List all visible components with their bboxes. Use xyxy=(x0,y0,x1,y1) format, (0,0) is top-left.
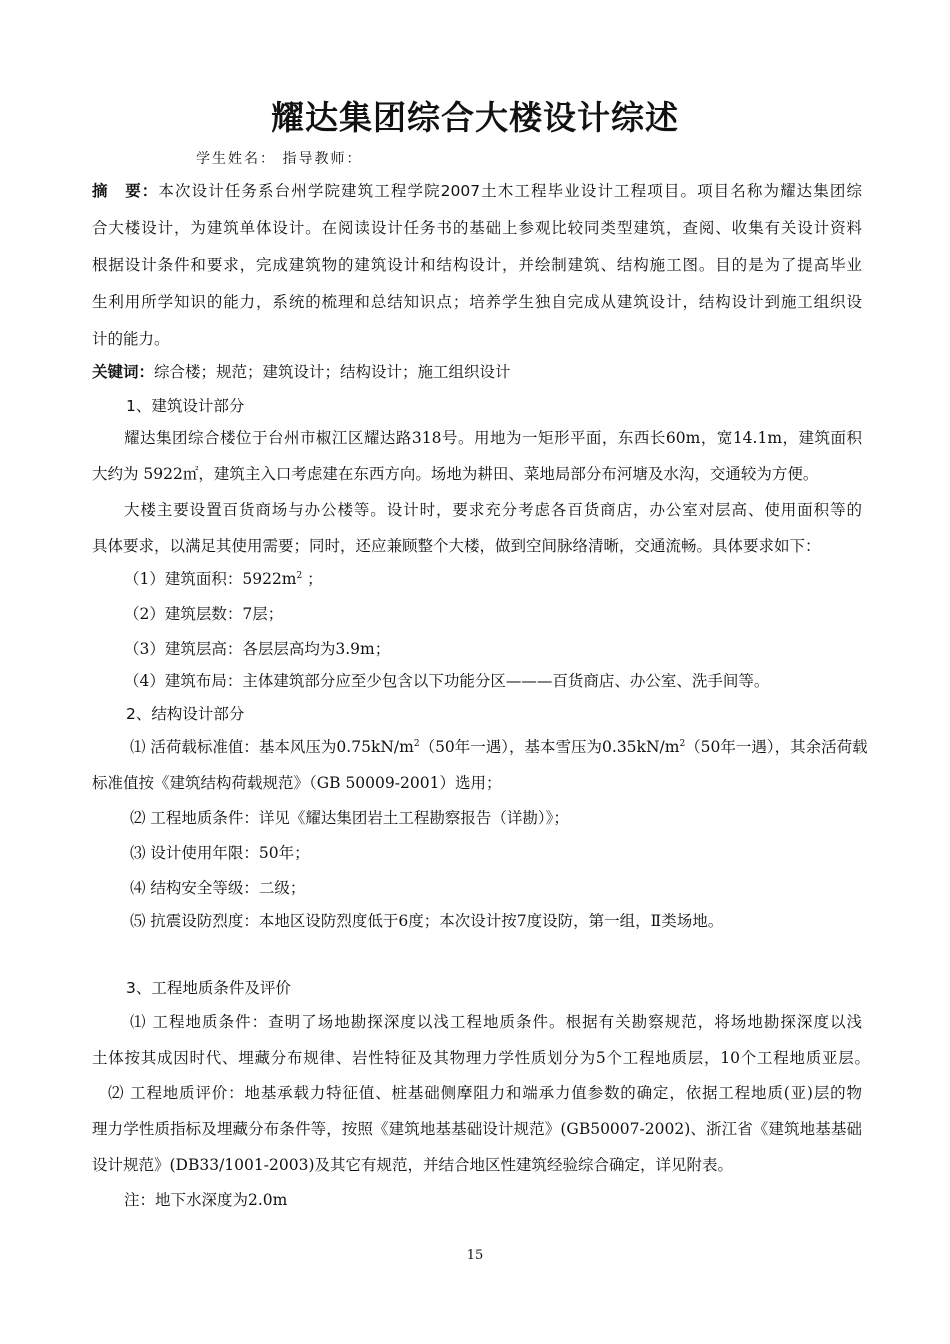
section-2-item-5: ⑸ 抗震设防烈度：本地区设防烈度低于6度；本次设计按7度设防，第一组，Ⅱ类场地。 xyxy=(130,912,724,930)
section-1-paragraph-2-line-1: 大楼主要设置百货商场与办公楼等。设计时，要求充分考虑各百货商店，办公室对层高、使用面积等的 xyxy=(124,501,862,519)
section-2-item-4: ⑷ 结构安全等级：二级； xyxy=(130,879,306,897)
superscript: 2 xyxy=(679,738,686,749)
section-3-paragraph-1-line-2: 土体按其成因时代、埋藏分布规律、岩性特征及其物理力学性质划分为5个工程地质层，10个工程地质亚层。 xyxy=(92,1049,870,1067)
author-line: 学生姓名： 指导教师： xyxy=(196,151,363,167)
item-text: （1）建筑面积：5922m xyxy=(124,570,297,588)
page-number: 15 xyxy=(466,1248,484,1263)
abstract-text: 本次设计任务系台州学院建筑工程学院2007土木工程毕业设计工程项目。项目名称为耀达集团综 xyxy=(158,182,862,200)
keywords-label: 关键词： xyxy=(92,363,155,381)
superscript: 2 xyxy=(296,570,303,581)
section-3-paragraph-2-line-1: ⑵ 工程地质评价：地基承载力特征值、桩基础侧摩阻力和端承力值参数的确定，依据工程地质(亚)层的物 xyxy=(108,1084,862,1102)
section-3-heading: 3、工程地质条件及评价 xyxy=(126,979,291,997)
section-3-paragraph-2-line-2: 理力学性质指标及埋藏分布条件等，按照《建筑地基基础设计规范》(GB50007-2002)、浙江省《建筑地基基础 xyxy=(92,1120,862,1138)
section-1-paragraph-2-line-2: 具体要求，以满足其使用需要；同时，还应兼顾整个大楼，做到空间脉络清晰，交通流畅。具体要求如下： xyxy=(92,537,821,555)
section-2-item-1-continued: 标准值按《建筑结构荷载规范》（GB 50009-2001）选用； xyxy=(92,774,502,792)
section-1-heading: 1、建筑设计部分 xyxy=(126,397,245,415)
section-3-paragraph-2-line-3: 设计规范》(DB33/1001-2003)及其它有规范，并结合地区性建筑经验综合确定，详见附表。 xyxy=(92,1156,733,1174)
item-text-a: ⑴ 活荷载标准值：基本风压为0.75kN/m xyxy=(130,738,414,756)
superscript: 2 xyxy=(413,738,420,749)
section-1-item-2: （2）建筑层数：7层； xyxy=(124,605,284,623)
section-1-item-1 xyxy=(124,569,862,589)
item-text-end: ； xyxy=(302,570,323,588)
abstract-line-3: 根据设计条件和要求，完成建筑物的建筑设计和结构设计，并绘制建筑、结构施工图。目的是为了提高毕业 xyxy=(92,256,862,274)
section-3-note: 注：地下水深度为2.0m xyxy=(124,1191,288,1209)
item-text-b: （50年一遇），基本雪压为0.35kN/m xyxy=(419,738,680,756)
abstract-line-5: 计的能力。 xyxy=(92,330,170,348)
section-2-item-2: ⑵ 工程地质条件：详见《耀达集团岩土工程勘察报告（详勘）》； xyxy=(130,809,569,827)
document-title: 耀达集团综合大楼设计综述 xyxy=(271,98,679,137)
section-2-item-1 xyxy=(130,737,868,757)
section-3-paragraph-1-line-1: ⑴ 工程地质条件：查明了场地勘探深度以浅工程地质条件。根据有关勘察规范，将场地勘探深度以浅 xyxy=(130,1013,862,1031)
section-1-item-3: （3）建筑层高：各层层高均为3.9m； xyxy=(124,640,391,658)
section-1-paragraph-1-line-2: 大约为 5922㎡，建筑主入口考虑建在东西方向。场地为耕田、菜地局部分布河塘及水沟，交通较为方便。 xyxy=(92,465,819,483)
keywords-line xyxy=(92,362,862,382)
abstract-label: 摘 要： xyxy=(92,182,159,200)
section-2-heading: 2、结构设计部分 xyxy=(126,705,245,723)
keywords-text: 综合楼；规范；建筑设计；结构设计；施工组织设计 xyxy=(154,363,511,381)
item-text-c: （50年一遇），其余活荷载 xyxy=(685,738,868,756)
section-1-item-4: （4）建筑布局：主体建筑部分应至少包含以下功能分区———百货商店、办公室、洗手间等。 xyxy=(124,672,770,690)
section-2-item-3: ⑶ 设计使用年限：50年； xyxy=(130,844,310,862)
abstract-line-2: 合大楼设计，为建筑单体设计。在阅读设计任务书的基础上参观比较同类型建筑，查阅、收集有关设计资料 xyxy=(92,219,862,237)
abstract-line-1 xyxy=(92,181,862,201)
section-1-paragraph-1-line-1: 耀达集团综合楼位于台州市椒江区耀达路318号。用地为一矩形平面，东西长60m，宽14.1m，建筑面积 xyxy=(124,429,862,447)
abstract-line-4: 生利用所学知识的能力，系统的梳理和总结知识点；培养学生独自完成从建筑设计，结构设计到施工组织设 xyxy=(92,293,862,311)
